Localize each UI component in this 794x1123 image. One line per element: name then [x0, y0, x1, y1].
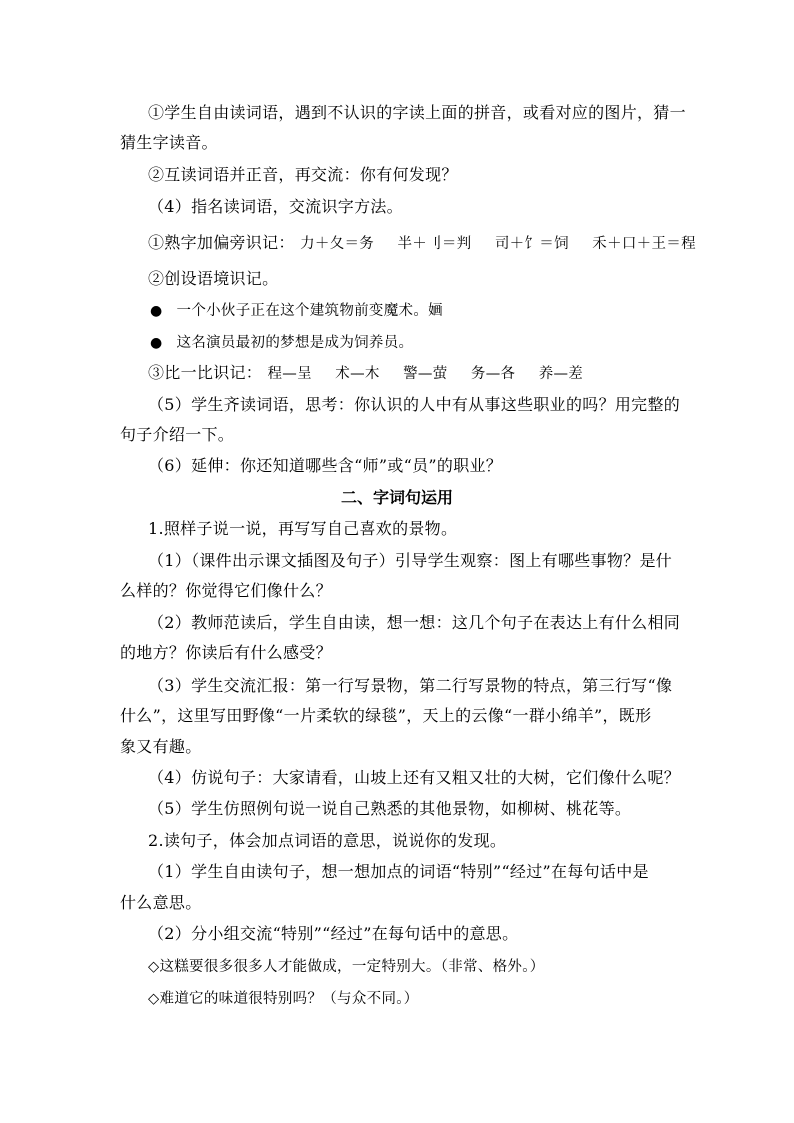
example-sentence: ◇这糕要很多很多人才能做成，一定特别大。（非常、格外。）	[148, 959, 545, 975]
paragraph-line: ②互读词语并正音，再交流：你有何发现？	[148, 165, 458, 184]
char-pair: 术—木	[335, 366, 380, 382]
bullet-text: 一个小伙子正在这个建筑物前变魔术。婳	[176, 303, 443, 319]
paragraph-line: （4）指名读词语，交流识字方法。	[148, 197, 403, 216]
char-pair: 务—各	[470, 366, 516, 382]
paragraph-line: 句子介绍一下。	[120, 425, 235, 444]
section-title: 二、字词句运用	[340, 488, 453, 507]
bullet-icon: ●	[150, 335, 163, 351]
bullet-icon: ●	[150, 303, 163, 319]
paragraph-line: 1.照样子说一说，再写写自己喜欢的景物。	[148, 519, 458, 538]
paragraph-line: 么样的？你觉得它们像什么？	[120, 581, 332, 600]
char-formula: 力＋夂＝务	[300, 236, 375, 252]
paragraph-line: （5）学生仿照例句说一说自己熟悉的其他景物，如柳树、桃花等。	[148, 799, 632, 818]
char-pair: 警—萤	[403, 366, 448, 382]
bullet-sentence	[150, 299, 710, 323]
paragraph-line: （5）学生齐读词语，思考：你认识的人中有从事这些职业的吗？用完整的	[148, 395, 681, 414]
paragraph-line: ②创设语境识记。	[148, 269, 279, 288]
paragraph-line: （4）仿说句子：大家请看，山坡上还有又粗又壮的大树，它们像什么呢？	[148, 768, 681, 787]
char-formula: 禾＋口＋王＝程	[592, 236, 696, 252]
paragraph-line: （2）分小组交流“特别”“经过”在每句话中的意思。	[148, 924, 519, 943]
char-formula: 半＋刂＝判	[397, 236, 472, 252]
paragraph-line: 猜生字读音。	[120, 133, 218, 152]
paragraph-line: （1）学生自由读句子，想一想加点的词语“特别”“经过”在每句话中是	[148, 862, 649, 881]
paragraph-line: （3）学生交流汇报：第一行写景物，第二行写景物的特点，第三行写“像	[148, 676, 673, 695]
char-pair: 养—差	[538, 366, 584, 382]
example-sentence: ◇难道它的味道很特别吗？（与众不同。）	[148, 991, 419, 1007]
paragraph-line: 的地方？你读后有什么感受？	[120, 643, 332, 662]
method-label: ①熟字加偏旁识记：	[148, 233, 295, 252]
paragraph-line: 2.读句子，体会加点词语的意思，说说你的发现。	[148, 831, 507, 850]
paragraph-line: 什么意思。	[120, 893, 202, 912]
paragraph-line: 什么”，这里写田野像“一片柔软的绿毯”，天上的云像“一群小绵羊”，既形	[120, 706, 652, 725]
bullet-sentence	[150, 331, 710, 355]
char-pair: 程—呈	[267, 366, 312, 382]
method-label: ③比一比识记：	[148, 363, 263, 382]
paragraph-line: 象又有趣。	[120, 737, 202, 756]
paragraph-line: （2）教师范读后，学生自由读，想一想：这几个句子在表达上有什么相同	[148, 613, 681, 632]
paragraph-line: （6）延伸：你还知道哪些含“师”或“员”的职业？	[148, 456, 503, 475]
bullet-text: 这名演员最初的梦想是成为饲养员。	[176, 335, 414, 351]
paragraph-line: ①学生自由读词语，遇到不认识的字读上面的拼音，或看对应的图片，猜一	[148, 103, 686, 122]
compare-method-line	[148, 361, 708, 386]
radical-method-line	[148, 231, 708, 256]
char-formula: 司＋饣＝饲	[494, 236, 569, 252]
paragraph-line: （1）（课件出示课文插图及句子）引导学生观察：图上有哪些事物？是什	[148, 551, 673, 570]
